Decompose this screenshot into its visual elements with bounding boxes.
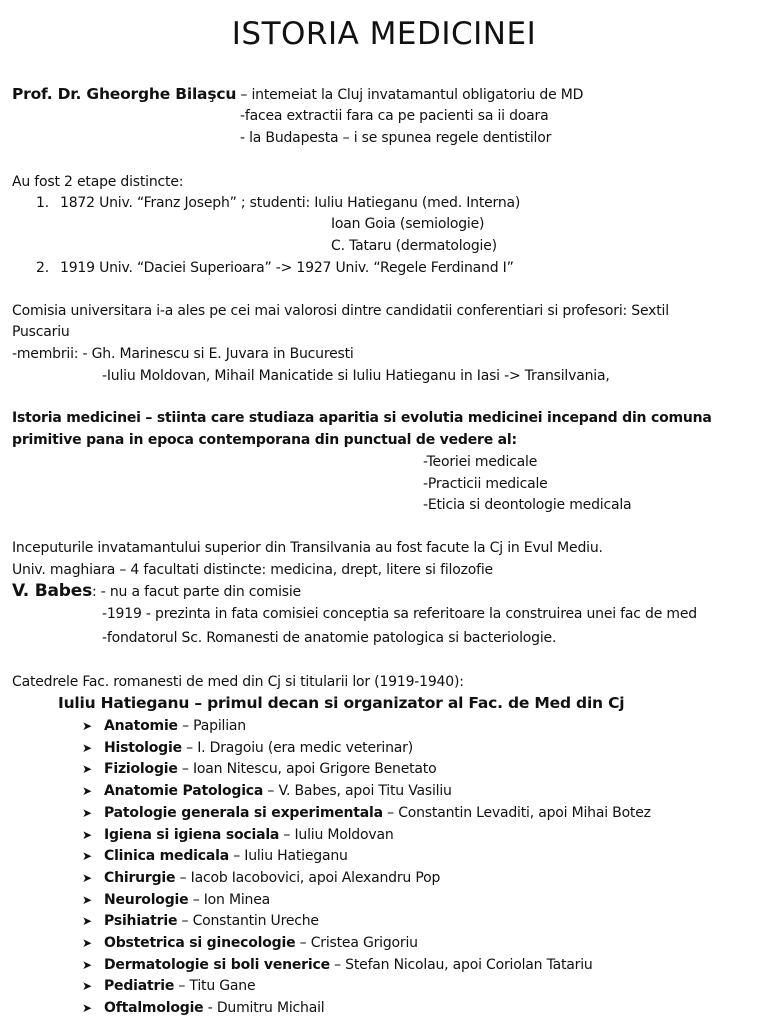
list-item	[82, 716, 246, 736]
arrow-bullet-icon: ➤	[82, 979, 92, 994]
arrow-bullet-icon: ➤	[82, 740, 92, 755]
list-item	[82, 803, 651, 823]
arrow-bullet-icon: ➤	[82, 719, 92, 733]
text: : - nu a facut parte din comisie	[92, 584, 301, 600]
titular: – Papilian	[177, 718, 246, 734]
titular: – Ion Minea	[188, 891, 270, 908]
arrow-bullet-icon: ➤	[82, 870, 92, 885]
document-title: ISTORIA MEDICINEI	[231, 16, 537, 52]
decan-heading: Iuliu Hatieganu – primul decan si organizator al Fac. de Med din Cj	[58, 694, 625, 712]
arrow-bullet-icon: ➤	[82, 784, 92, 799]
subject: Psihiatrie	[104, 913, 178, 930]
list-item	[82, 738, 413, 758]
titular: – Iacob Iacobovici, apoi Alexandru Pop	[175, 869, 441, 886]
babes-line-2: -1919 - prezinta in fata comisiei conceptia sa referitoare la construirea unei fac de med	[102, 606, 697, 622]
etapa-number-1: 1.	[36, 195, 49, 211]
comisia-line-2: Puscariu	[12, 324, 70, 340]
titular: – Stefan Nicolau, apoi Coriolan Tatariu	[329, 956, 593, 973]
subject: Dermatologie si boli venerice	[104, 956, 330, 973]
etapa-number-2: 2.	[36, 260, 49, 276]
subject: Oftalmologie	[104, 1000, 204, 1017]
list-item	[82, 911, 319, 931]
subject: Chirurgie	[104, 869, 176, 886]
titular: – Constantin Ureche	[177, 913, 319, 930]
titular: – Iuliu Moldovan	[279, 826, 394, 843]
list-item	[82, 868, 440, 888]
arrow-bullet-icon: ➤	[82, 762, 92, 777]
etapa-2: 1919 Univ. “Daciei Superioara” -> 1927 Univ. “Regele Ferdinand I”	[60, 260, 514, 276]
list-item	[82, 825, 394, 845]
inceputuri-line-2: Univ. maghiara – 4 facultati distincte: medicina, drept, litere si filozofie	[12, 562, 493, 578]
babes-line-3: -fondatorul Sc. Romanesti de anatomie patologica si bacteriologie.	[102, 630, 557, 646]
titular: – Ioan Nitescu, apoi Grigore Benetato	[177, 761, 437, 778]
babes-line-1	[12, 581, 301, 602]
definitie-line-1: Istoria medicinei – stiinta care studiaza aparitia si evolutia medicinei incepand din comuna	[12, 410, 712, 426]
arrow-bullet-icon: ➤	[82, 957, 92, 972]
list-item	[82, 976, 255, 996]
comisia-line-3: -membrii: - Gh. Marinescu si E. Juvara in Bucuresti	[12, 346, 354, 362]
titular: – Constantin Levaditi, apoi Mihai Botez	[382, 804, 651, 821]
comisia-line-4: -Iuliu Moldovan, Mihail Manicatide si Iuliu Hatieganu in Iasi -> Transilvania,	[102, 368, 610, 384]
subject: Fiziologie	[104, 761, 178, 778]
subject: Anatomie Patologica	[104, 783, 264, 800]
arrow-bullet-icon: ➤	[82, 849, 92, 864]
list-item	[82, 955, 593, 975]
titular: – Iuliu Hatieganu	[228, 848, 348, 865]
definitie-point-3: -Eticia si deontologie medicala	[423, 497, 632, 513]
etapa-1-student-3: C. Tataru (dermatologie)	[331, 238, 497, 254]
subject: Clinica medicala	[104, 848, 229, 865]
catedre-intro: Catedrele Fac. romanesti de med din Cj si titularii lor (1919-1940):	[12, 674, 464, 690]
titular: - Dumitru Michail	[203, 1000, 325, 1017]
list-item	[82, 998, 324, 1018]
list-item	[82, 846, 348, 866]
comisia-line-1: Comisia universitara i-a ales pe cei mai valorosi dintre candidatii conferentiari si profesori: Sextil	[12, 303, 669, 319]
definitie-point-2: -Practicii medicale	[423, 476, 548, 492]
list-item	[82, 781, 452, 801]
etapa-1-student-2: Ioan Goia (semiologie)	[331, 216, 485, 232]
arrow-bullet-icon: ➤	[82, 936, 92, 950]
subject: Igiena si igiena sociala	[104, 826, 280, 843]
definitie-point-1: -Teoriei medicale	[423, 454, 538, 470]
arrow-bullet-icon: ➤	[82, 805, 92, 820]
titular: – Titu Gane	[174, 978, 256, 995]
subject: Neurologie	[104, 891, 189, 908]
subject: Anatomie	[104, 718, 178, 734]
list-item	[82, 759, 436, 779]
text: – intemeiat la Cluj invatamantul obligatoriu de MD	[236, 87, 584, 103]
etapa-1: 1872 Univ. “Franz Joseph” ; studenti: Iuliu Hatieganu (med. Interna)	[60, 195, 521, 211]
subject: Pediatrie	[104, 978, 175, 995]
subject: Histologie	[104, 739, 182, 756]
person-name: V. Babes	[12, 581, 92, 601]
subject: Obstetrica si ginecologie	[104, 935, 296, 951]
subject: Patologie generala si experimentala	[104, 804, 383, 821]
titular: – I. Dragoiu (era medic veterinar)	[181, 739, 413, 756]
titular: – V. Babes, apoi Titu Vasiliu	[263, 783, 452, 800]
arrow-bullet-icon: ➤	[82, 914, 92, 929]
arrow-bullet-icon: ➤	[82, 1001, 92, 1016]
person-name: Prof. Dr. Gheorghe Bilaşcu	[12, 85, 237, 103]
bilascu-line-1	[12, 84, 583, 105]
bilascu-line-2: -facea extractii fara ca pe pacienti sa ii doara	[240, 108, 549, 124]
list-item	[82, 890, 270, 910]
titular: – Cristea Grigoriu	[295, 935, 418, 951]
arrow-bullet-icon: ➤	[82, 892, 92, 907]
bilascu-line-3: - la Budapesta – i se spunea regele dentistilor	[240, 130, 552, 146]
definitie-line-2: primitive pana in epoca contemporana din punctual de vedere al:	[12, 432, 517, 448]
list-item	[82, 933, 418, 953]
inceputuri-line-1: Inceputurile invatamantului superior din Transilvania au fost facute la Cj in Evul Mediu.	[12, 540, 603, 556]
etape-intro: Au fost 2 etape distincte:	[12, 174, 184, 190]
arrow-bullet-icon: ➤	[82, 827, 92, 842]
